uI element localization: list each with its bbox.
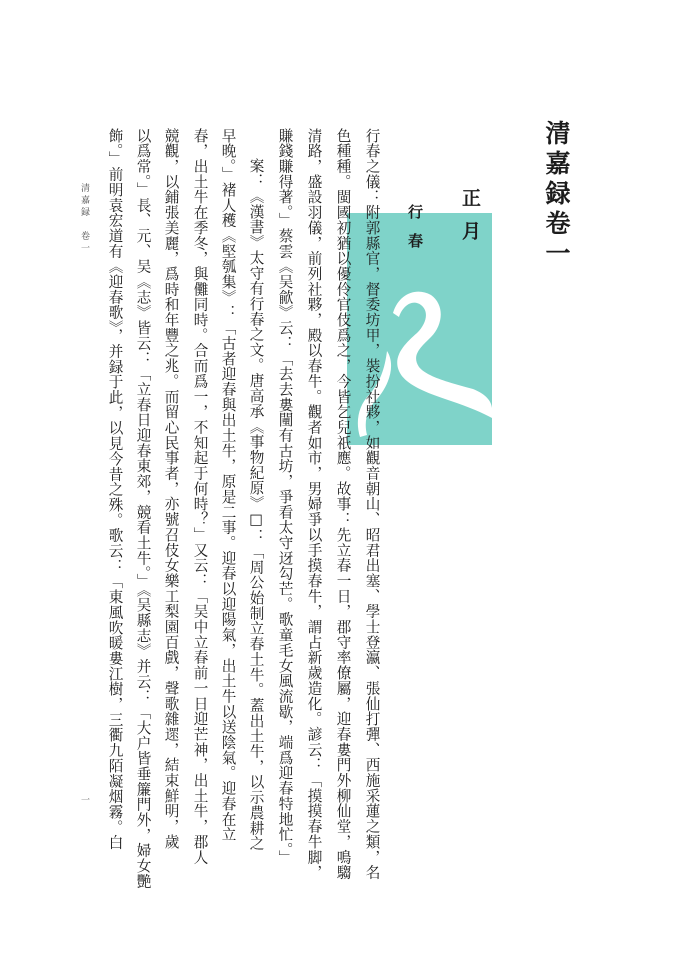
commentary-column: 早晚。」褚人穫《堅瓠集》：「古者迎春與出土牛，原是二事。迎春以迎陽氣，出土牛以送陰氣。迎春在立 — [219, 128, 237, 843]
commentary-column: 以爲常。」長、元、吴《志》皆云：「立春日迎春東郊，競看土牛。」《吴縣志》并云：「大户皆垂簾門外，婦女艷 — [134, 128, 152, 889]
commentary-column: 飾。」前明袁宏道有《迎春歌》，并録于此，以見今昔之殊。歌云：「東風吹暖婁江樹，三衢九陌凝烟霧。白 — [106, 128, 124, 851]
section-heading: 行春 — [406, 204, 424, 262]
text-column: 清路，盛設羽儀，前列社夥，殿以春牛。觀者如市，男婦爭以手摸春牛，謂占新歲造化。諺云：「摸摸春牛脚， — [305, 128, 323, 881]
page-title: 清嘉録卷一 — [542, 120, 571, 270]
month-heading: 正月 — [459, 188, 481, 254]
running-header: 清嘉録 卷一 — [79, 183, 89, 255]
commentary-column: 競觀，以鋪張美麗，爲時和年豐之兆。而留心民事者，亦號召伎女樂工梨園百戲，聲歌雜遝，結束鮮明，歲 — [162, 128, 180, 850]
text-column: 賺錢賺得著。」蔡雲《吴歈》云：「去去婁闉有古坊，爭看太守迓勾芒。歌童毛女風流歇，端爲迎春特地忙。」 — [276, 128, 294, 866]
text-column: 色種種。閩國初猶以優伶官伎爲之，今皆乞兒祇應。故事：先立春一日，郡守率僚屬，迎春婁門外柳仙堂，鳴騶 — [334, 128, 352, 881]
page-number: 一 — [79, 795, 89, 804]
commentary-column: 春，出土牛在季冬，與儺同時。合而爲一，不知起于何時？」又云：「吴中立春前一日迎芒神，出土牛，郡人 — [191, 128, 209, 865]
text-column: 行春之儀：附郭縣官，督委坊甲，裝扮社夥，如觀音朝山、昭君出塞、學士登瀛、張仙打彈、西施采蓮之類，名 — [363, 128, 381, 881]
commentary-column: 案：《漢書》太守有行春之文。唐高承《事物紀原》□：「周公始制立春土牛。蓋出土牛，以示農耕之 — [247, 158, 265, 852]
